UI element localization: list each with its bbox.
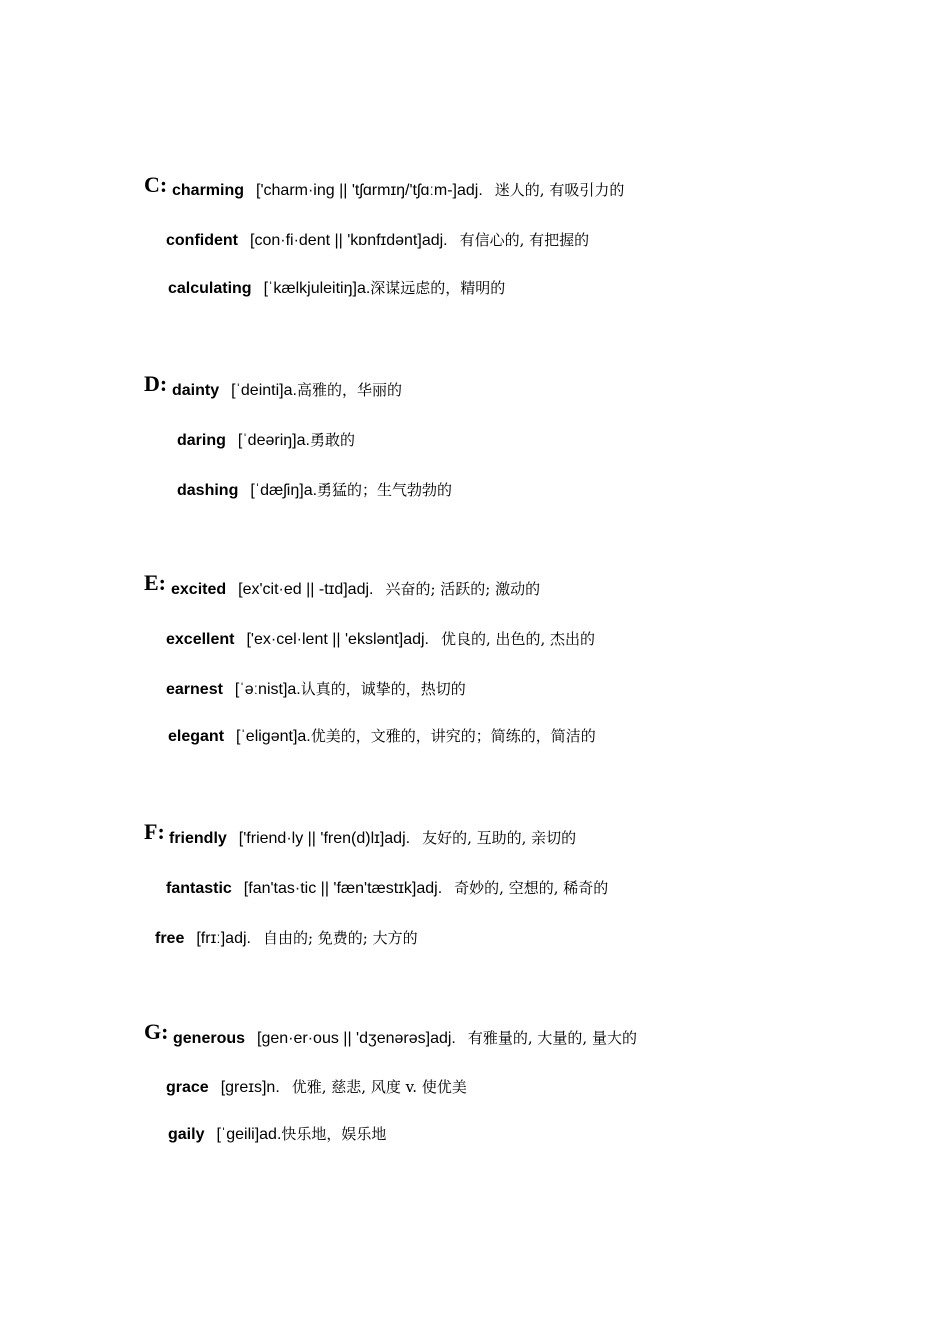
- entry-definition: 兴奋的; 活跃的; 激动的: [385, 580, 541, 598]
- entry-daring: [177, 430, 355, 451]
- entry-word: grace: [166, 1079, 209, 1096]
- entry-definition: 快乐地，娱乐地: [281, 1125, 387, 1143]
- entry-definition: 自由的; 免费的; 大方的: [262, 929, 418, 947]
- entry-definition: 勇猛的；生气勃勃的: [317, 481, 453, 499]
- entry-pronunciation: [ˈdæʃiŋ]a.: [250, 482, 318, 499]
- entry-excellent: [166, 629, 595, 650]
- entry-pronunciation: ['friend·ly || 'fren(d)lɪ]adj.: [238, 830, 411, 847]
- entry-word: confident: [166, 232, 238, 249]
- entry-word: friendly: [169, 830, 227, 847]
- entry-gaily: [168, 1124, 386, 1145]
- entry-excited: [171, 579, 540, 600]
- entry-definition: 优雅, 慈悲, 风度 v. 使优美: [291, 1078, 467, 1096]
- entry-pronunciation: [con·fi·dent || 'kɒnfɪdənt]adj.: [250, 232, 448, 249]
- entry-dashing: [177, 480, 452, 501]
- entry-generous: [173, 1028, 637, 1049]
- entry-elegant: [168, 726, 596, 747]
- entry-definition: 优美的，文雅的，讲究的；简练的，简洁的: [310, 727, 596, 745]
- entry-definition: 有雅量的, 大量的, 量大的: [467, 1029, 637, 1047]
- entry-calculating: [168, 278, 505, 299]
- entry-free: [155, 928, 418, 949]
- entry-pronunciation: [ˈdeinti]a.: [231, 382, 297, 399]
- entry-word: dainty: [172, 382, 220, 399]
- entry-word: excited: [171, 581, 227, 598]
- entry-word: earnest: [166, 681, 223, 698]
- entry-friendly: [169, 828, 576, 849]
- entry-pronunciation: [frɪː]adj.: [196, 930, 251, 947]
- entry-fantastic: [166, 878, 608, 899]
- section-letter: E:: [144, 570, 166, 595]
- entry-pronunciation: ['ex·cel·lent || 'ekslənt]adj.: [246, 631, 429, 648]
- entry-pronunciation: [gen·er·ous || 'dʒenərəs]adj.: [257, 1030, 456, 1047]
- entry-earnest: [166, 679, 466, 700]
- entry-definition: 迷人的, 有吸引力的: [494, 181, 625, 199]
- entry-word: gaily: [168, 1126, 205, 1143]
- entry-word: calculating: [168, 280, 252, 297]
- entry-definition: 认真的，诚挚的，热切的: [300, 680, 466, 698]
- entry-charming: [172, 180, 624, 201]
- entry-pronunciation: [ˈgeili]ad.: [216, 1126, 282, 1143]
- entry-pronunciation: [ex'cit·ed || -tɪd]adj.: [238, 581, 374, 598]
- section-letter: G:: [144, 1019, 169, 1044]
- entry-word: dashing: [177, 482, 239, 499]
- entry-pronunciation: ['charm·ing || 'tʃɑrmɪŋ/'tʃɑːm-]adj.: [256, 182, 483, 199]
- entry-word: free: [155, 930, 185, 947]
- entry-confident: [166, 230, 589, 251]
- entry-word: generous: [173, 1030, 246, 1047]
- entry-word: excellent: [166, 631, 235, 648]
- entry-word: charming: [172, 182, 245, 199]
- entry-word: daring: [177, 432, 226, 449]
- entry-word: fantastic: [166, 880, 232, 897]
- entry-pronunciation: [ˈkælkjuleitiŋ]a.: [263, 280, 371, 297]
- entry-definition: 深谋远虑的，精明的: [370, 279, 506, 297]
- entry-pronunciation: [ˈəːnist]a.: [234, 681, 301, 698]
- entry-pronunciation: [greɪs]n.: [220, 1079, 280, 1096]
- entry-pronunciation: [ˈeligənt]a.: [236, 728, 311, 745]
- section-letter: F:: [144, 819, 165, 844]
- section-letter: D:: [144, 371, 168, 396]
- section-letter: C:: [144, 172, 168, 197]
- entry-pronunciation: [fan'tas·tic || 'fæn'tæstɪk]adj.: [243, 880, 443, 897]
- entry-word: elegant: [168, 728, 225, 745]
- entry-definition: 友好的, 互助的, 亲切的: [422, 829, 577, 847]
- entry-definition: 有信心的, 有把握的: [459, 231, 590, 249]
- entry-definition: 优良的, 出色的, 杰出的: [440, 630, 596, 648]
- entry-grace: [166, 1077, 467, 1098]
- entry-pronunciation: [ˈdeəriŋ]a.: [237, 432, 310, 449]
- entry-dainty: [172, 380, 402, 401]
- entry-definition: 高雅的，华丽的: [296, 381, 402, 399]
- entry-definition: 奇妙的, 空想的, 稀奇的: [454, 879, 609, 897]
- entry-definition: 勇敢的: [309, 431, 355, 449]
